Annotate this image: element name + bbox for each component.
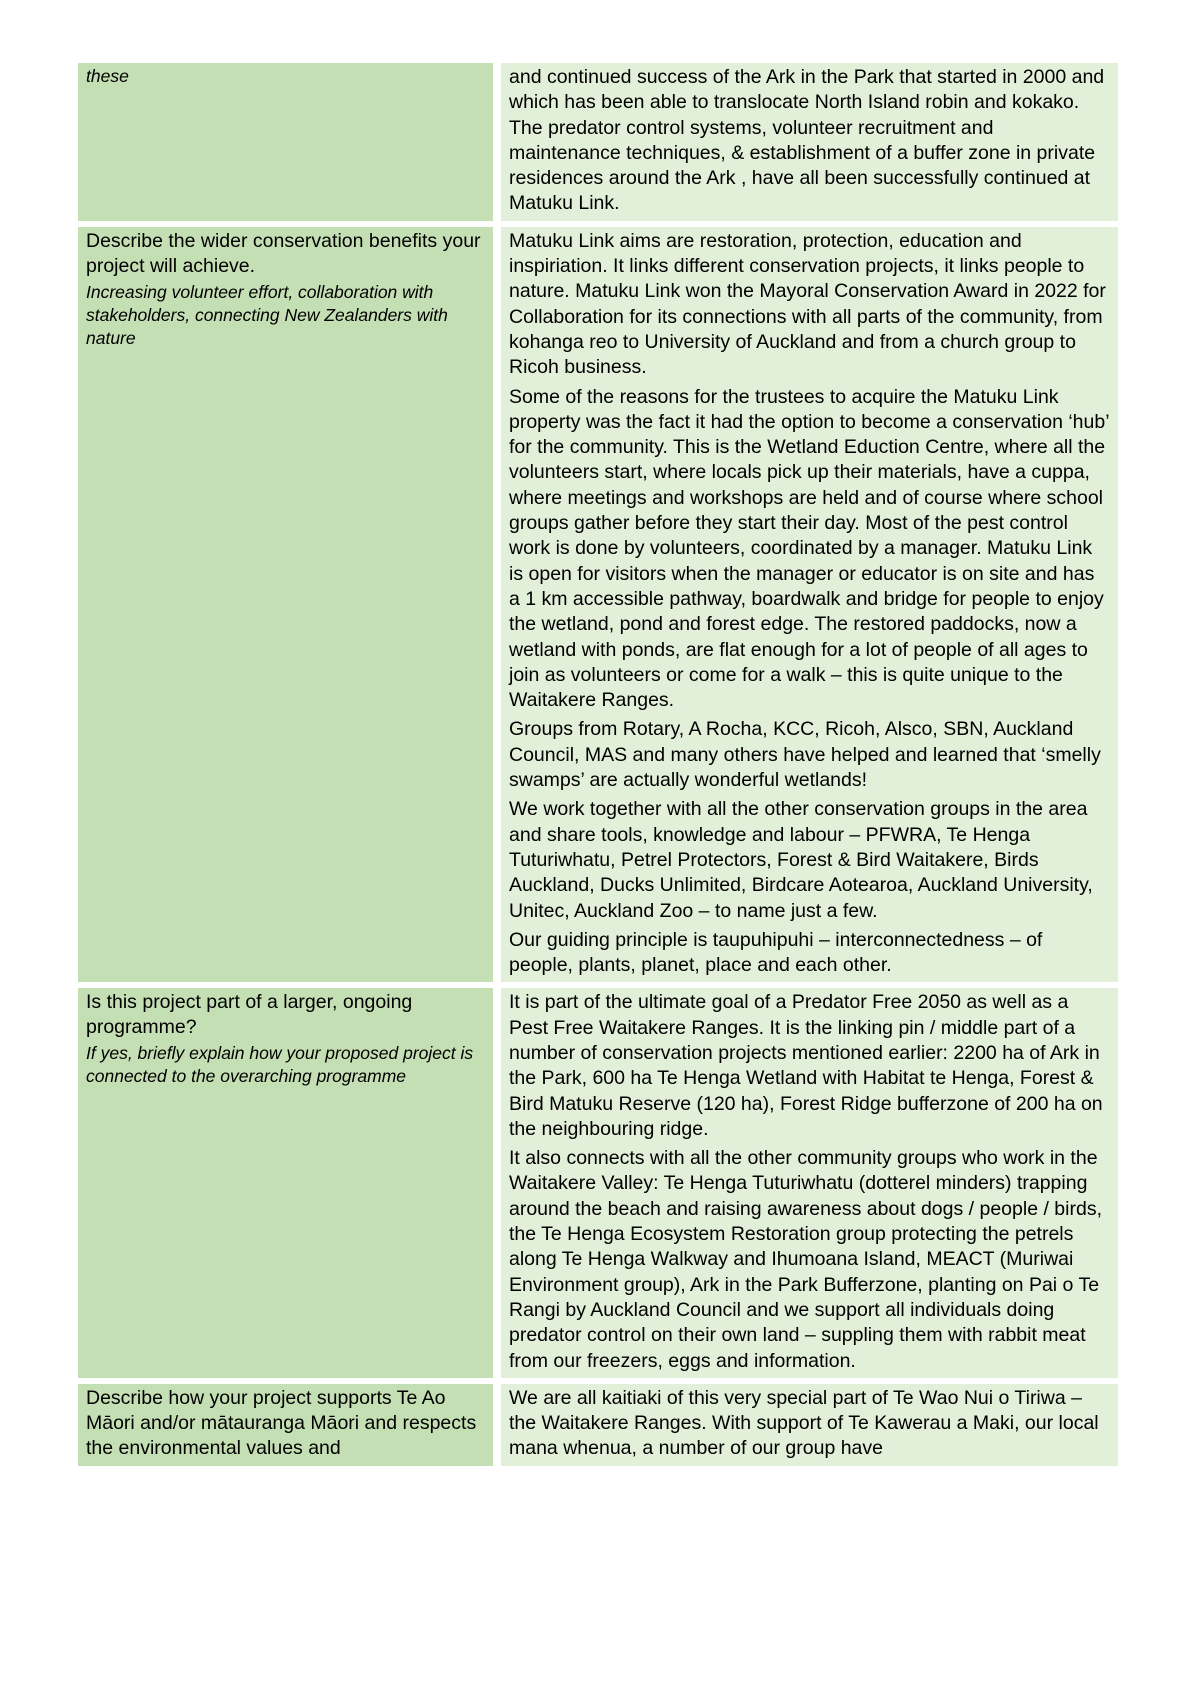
answer-paragraph: We work together with all the other conservation groups in the area and share tools, knowledge and labour – PFWRA, Te Henga Tuturiwhatu, Petrel Protectors, Forest & Bird Waitakere, Birds Auckland, Ducks Unlimited, Birdcare Aotearoa, Auckland University, Unitec, Auckland Zoo – to name just a few. (509, 798, 1093, 922)
answer-cell (501, 1384, 1118, 1466)
question-cell (78, 1384, 493, 1466)
answer-cell (501, 63, 1118, 221)
answer-cell (501, 227, 1118, 983)
answer-cell (501, 988, 1118, 1377)
application-form-table (78, 63, 1118, 1472)
question-text: Describe the wider conservation benefits your project will achieve. (86, 229, 481, 277)
answer-paragraph: It is part of the ultimate goal of a Predator Free 2050 as well as a Pest Free Waitakere Ranges. It is the linking pin / middle part of a number of conservation projects mentioned earlier: 2200 ha of Ark in the Park, 600 ha Te Henga Wetland with Habitat te Henga, Forest & Bird Matuku Reserve (120 ha), Forest Ridge bufferzone of 200 ha on the neighbouring ridge. (509, 991, 1103, 1140)
answer-paragraph: We are all kaitiaki of this very special part of Te Wao Nui o Tiriwa – the Waitakere Ranges. With support of Te Kawerau a Maki, our local mana whenua, a number of our group have (509, 1386, 1099, 1460)
table-row (78, 227, 1118, 983)
answer-paragraph: It also connects with all the other community groups who work in the Waitakere Valley: Te Henga Tuturiwhatu (dotterel minders) trapping around the beach and raising awareness about dogs / people / birds, the Te Henga Ecosystem Restoration group protecting the petrels along Te Henga Walkway and Ihumoana Island, MEACT (Muriwai Environment group), Ark in the Park Bufferzone, planting on Pai o Te Rangi by Auckland Council and we support all individuals doing predator control on their own land – suppling them with rabbit meat from our freezers, eggs and information. (509, 1147, 1102, 1372)
question-cell (78, 988, 493, 1377)
table-row (78, 63, 1118, 221)
question-hint: If yes, briefly explain how your proposed project is connected to the overarching programme (86, 1043, 474, 1087)
question-text: Is this project part of a larger, ongoing programme? (86, 991, 413, 1039)
answer-paragraph: Our guiding principle is taupuhipuhi – interconnectedness – of people, plants, planet, place and each other. (509, 928, 1043, 977)
answer-paragraph: Matuku Link aims are restoration, protection, education and inspiriation. It links different conservation projects, it links people to nature. Matuku Link won the Mayoral Conservation Award in 2022 for Collaboration for its connections with all parts of the community, from kohanga reo to University of Auckland and from a church group to Ricoh business. (509, 229, 1106, 379)
table-row (78, 1384, 1118, 1466)
answer-paragraph: Some of the reasons for the trustees to acquire the Matuku Link property was the fact it had the option to become a conservation ‘hub’ for the community. This is the Wetland Eduction Centre, where all the volunteers start, where locals pick up their materials, have a cuppa, where meetings and workshops are held and of course where school groups gather before they start their day. Most of the pest control work is done by volunteers, coordinated by a manager. Matuku Link is open for visitors when the manager or educator is on site and has a 1 km accessible pathway, boardwalk and bridge for people to enjoy the wetland, pond and forest edge. The restored paddocks, now a wetland with ponds, are flat enough for a lot of people of all ages to join as volunteers or come for a walk – this is quite unique to the Waitakere Ranges. (509, 385, 1109, 712)
question-hint: Increasing volunteer effort, collaboration with stakeholders, connecting New Zealanders with nature (86, 281, 448, 348)
answer-paragraph: and continued success of the Ark in the Park that started in 2000 and which has been able to translocate North Island robin and kokako. The predator control systems, volunteer recruitment and maintenance techniques, & establishment of a buffer zone in private residences around the Ark , have all been successfully continued at Matuku Link. (509, 66, 1105, 215)
table-row (78, 988, 1118, 1377)
answer-paragraph: Groups from Rotary, A Rocha, KCC, Ricoh, Alsco, SBN, Auckland Council, MAS and many others have helped and learned that ‘smelly swamps’ are actually wonderful wetlands! (509, 718, 1101, 792)
question-cell (78, 63, 493, 221)
question-cell (78, 227, 493, 983)
question-text: Describe how your project supports Te Ao Māori and/or mātauranga Māori and respects the environmental values and (86, 1386, 477, 1459)
question-hint: these (86, 66, 129, 86)
